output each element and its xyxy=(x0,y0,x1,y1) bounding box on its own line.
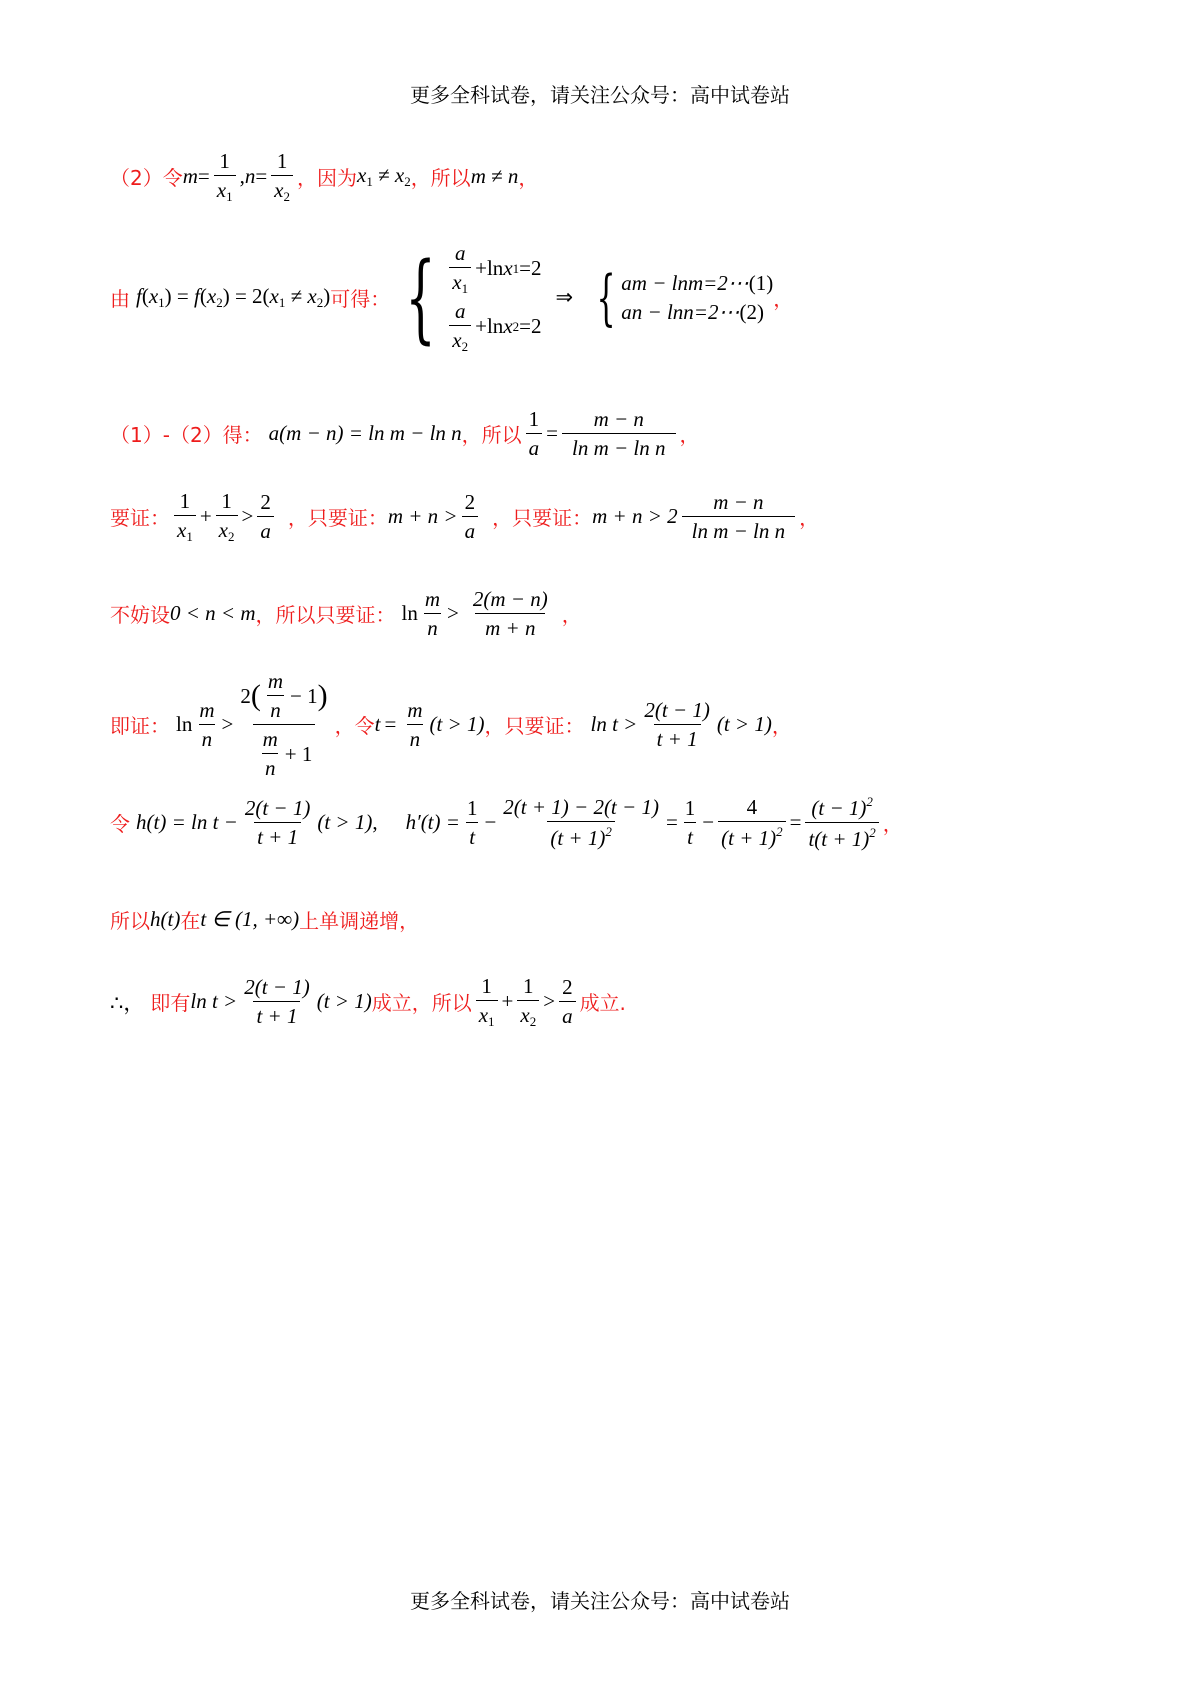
var: x xyxy=(307,284,317,309)
op: ln xyxy=(176,712,193,737)
solution-line-8 xyxy=(110,905,419,934)
sub: 1 xyxy=(461,281,469,297)
denominator: t(t + 1) xyxy=(808,827,870,852)
fraction xyxy=(500,796,662,849)
tag: 1 xyxy=(755,270,767,295)
denominator: t xyxy=(684,822,696,848)
label: 在 xyxy=(180,909,201,933)
denominator: (t + 1) xyxy=(721,826,777,851)
var: x xyxy=(177,518,187,543)
op: = xyxy=(665,810,678,835)
numerator: a xyxy=(454,241,466,265)
solution-line-2: 由 $f(x_1) = f(x_2) = 2(x_1 \ne x_2)$ 可得： { $\frac{a}{x_1}$ +ln x 1 =2 $\frac{a}{x_2}$ +ln x 2 =2 ⇒ { am − lnm=2⋯ ( 1 ) an − lnn=2⋯ ( 2 ) ， xyxy=(110,241,794,354)
var: x xyxy=(503,256,513,281)
numerator: 4 xyxy=(746,795,758,819)
label: 不妨设 xyxy=(110,603,170,628)
numerator: 1 xyxy=(221,489,232,513)
var: n xyxy=(507,164,519,189)
var: f xyxy=(136,284,142,309)
numerator: 2(t − 1) xyxy=(244,975,310,1000)
var: m xyxy=(182,164,198,189)
condition: (t > 1) xyxy=(716,712,772,737)
op: ≠ xyxy=(290,284,303,309)
label: ，所以 xyxy=(410,166,471,191)
denominator: t + 1 xyxy=(254,822,301,848)
label: 所以 xyxy=(110,909,150,933)
numerator: 1 xyxy=(219,149,230,173)
var: x xyxy=(478,1003,489,1028)
var: x xyxy=(452,327,462,352)
label: （1）-（2）得： xyxy=(110,423,263,448)
denominator: t + 1 xyxy=(654,724,701,750)
sub: 2 xyxy=(404,174,411,190)
expr: h(t) = ln t − xyxy=(136,810,238,835)
tag: 2 xyxy=(746,299,757,324)
fraction xyxy=(257,491,274,542)
op: = xyxy=(384,712,397,737)
sub: 2 xyxy=(512,318,520,334)
label: ，只要证： xyxy=(484,714,585,739)
sub: 1 xyxy=(226,189,233,205)
sub: 1 xyxy=(488,1014,495,1030)
fraction xyxy=(449,242,471,296)
solution-line-9 xyxy=(110,975,626,1029)
var: x xyxy=(148,284,159,309)
fraction xyxy=(214,150,236,204)
numerator: 1 xyxy=(523,974,534,998)
denominator: a xyxy=(257,516,274,542)
page-footer: 更多全科试卷，请关注公众号：高中试卷站 xyxy=(410,1589,790,1613)
op: + xyxy=(199,504,212,529)
sub: 1 xyxy=(278,295,286,311)
fraction xyxy=(559,976,576,1027)
denominator: t + 1 xyxy=(253,1001,300,1027)
var: x xyxy=(394,163,405,188)
fraction xyxy=(464,797,481,848)
op: − 1 xyxy=(290,683,318,708)
fraction xyxy=(422,588,443,639)
fraction xyxy=(174,490,196,544)
therefore-symbol: ∴， xyxy=(110,990,145,1015)
denominator: n xyxy=(262,753,279,779)
label: ， xyxy=(773,287,794,312)
numerator: 1 xyxy=(179,489,191,513)
var: x xyxy=(206,284,217,309)
fraction xyxy=(562,408,676,459)
label: ，所以 xyxy=(461,423,522,448)
exponent: 2 xyxy=(866,794,873,809)
numerator: m xyxy=(267,669,284,693)
op: , xyxy=(239,164,245,189)
sub: 2 xyxy=(216,295,223,311)
numerator: 2 xyxy=(562,975,573,1000)
denominator: a xyxy=(559,1001,576,1027)
numerator: 1 xyxy=(481,974,492,998)
fraction xyxy=(265,670,286,721)
equation-system xyxy=(445,240,541,355)
fraction xyxy=(271,150,293,204)
op: ≠ xyxy=(378,163,390,188)
op: + 1 xyxy=(284,741,313,766)
solution-line-1 xyxy=(110,150,538,204)
expr: m + n > xyxy=(387,504,458,529)
label: 成立，所以 xyxy=(371,991,472,1016)
var: f xyxy=(194,284,200,309)
op: = xyxy=(176,284,189,309)
var: x xyxy=(218,518,228,543)
label: ， xyxy=(799,506,820,531)
fraction xyxy=(196,699,217,750)
label: 即证： xyxy=(110,714,170,739)
denominator: a xyxy=(526,433,543,459)
label: ，因为 xyxy=(297,166,357,191)
numerator: 1 xyxy=(466,796,478,820)
numerator: 1 xyxy=(684,796,696,820)
denominator: n xyxy=(267,695,284,721)
numerator: m xyxy=(424,587,441,611)
sub: 2 xyxy=(461,338,469,354)
denominator: a xyxy=(462,516,479,542)
var: t xyxy=(374,712,381,737)
denominator: t xyxy=(466,822,478,848)
solution-line-4 xyxy=(110,490,819,544)
label: 由 xyxy=(110,287,130,312)
op: = xyxy=(546,421,559,446)
denominator: m + n xyxy=(475,613,545,639)
denominator: n xyxy=(407,724,424,750)
op: +ln xyxy=(475,256,504,281)
var: x xyxy=(269,284,279,309)
numerator: 2(m − n) xyxy=(472,587,548,611)
var: n xyxy=(244,164,256,189)
op: = xyxy=(234,284,247,309)
var: x xyxy=(503,314,513,339)
var: m xyxy=(470,164,486,189)
fraction xyxy=(216,490,238,544)
fraction xyxy=(526,408,543,459)
numerator: 2 xyxy=(260,490,271,515)
sub: 2 xyxy=(283,189,290,205)
fraction xyxy=(805,795,878,850)
condition: (t > 1) xyxy=(317,810,373,835)
label: ， xyxy=(679,423,700,448)
denominator: ln m − ln n xyxy=(562,433,676,459)
expr: ln t > xyxy=(590,712,638,737)
label: 成立. xyxy=(579,991,626,1016)
label: 即有 xyxy=(150,991,191,1016)
label: ，所以只要证： xyxy=(255,603,396,628)
numerator: m − n xyxy=(713,490,764,515)
op: = xyxy=(197,164,210,189)
fraction xyxy=(641,699,713,750)
op: − xyxy=(484,810,497,835)
sub: 1 xyxy=(512,260,520,276)
equation-system: am − lnm=2⋯ ( 1 ) an − lnn=2⋯ ( 2 ) xyxy=(621,270,774,324)
op: +ln xyxy=(475,314,504,339)
op: ≠ xyxy=(491,164,503,189)
denominator: (t + 1) xyxy=(550,826,606,851)
expr: ln t > xyxy=(190,989,238,1014)
solution-line-6 xyxy=(110,670,792,779)
sub: 2 xyxy=(529,1014,537,1030)
numerator: 2 xyxy=(464,490,476,515)
label: 令 xyxy=(110,812,130,837)
label: ，令 xyxy=(334,714,375,739)
fraction xyxy=(476,975,498,1029)
fraction xyxy=(463,588,558,639)
sub: 2 xyxy=(228,529,235,545)
var: x xyxy=(274,178,284,203)
fraction xyxy=(462,491,479,542)
label: ， xyxy=(882,812,903,837)
num: 2 xyxy=(252,284,263,309)
label: 要证： xyxy=(110,506,170,531)
equation: an − lnn=2⋯ xyxy=(621,299,740,324)
condition: (t > 1) xyxy=(429,712,485,737)
op: =2 xyxy=(519,256,542,281)
numerator: m xyxy=(199,698,215,723)
condition: (t > 1) xyxy=(316,989,372,1014)
label: ， xyxy=(518,166,539,191)
numerator: m xyxy=(407,698,423,723)
compound-fraction: 2 ( $\frac{m}{n}$ − 1 ) $\frac{m}{n}$ + 1 xyxy=(240,669,328,781)
label: 上单调递增， xyxy=(299,909,420,933)
op: − xyxy=(702,810,715,835)
fraction xyxy=(718,796,786,849)
sub: 2 xyxy=(316,295,324,311)
numerator: 2(t + 1) − 2(t − 1) xyxy=(503,795,659,819)
left-brace: { xyxy=(596,262,616,333)
solution-line-3 xyxy=(110,408,700,459)
label: （2）令 xyxy=(110,166,183,191)
expr: h(t) xyxy=(150,907,181,931)
fraction xyxy=(682,491,796,542)
op: ln xyxy=(401,601,418,626)
exponent: 2 xyxy=(869,825,876,841)
op: + xyxy=(501,989,514,1014)
numerator: 1 xyxy=(528,407,540,431)
var: x xyxy=(216,178,227,203)
denominator: n xyxy=(199,724,216,750)
fraction xyxy=(682,797,699,848)
op: > xyxy=(221,712,234,737)
var: x xyxy=(452,270,462,295)
op: > xyxy=(241,504,254,529)
denominator: n xyxy=(424,613,441,639)
op: = xyxy=(255,164,268,189)
label: ， xyxy=(561,603,582,628)
expr: t ∈ (1, +∞) xyxy=(200,907,300,931)
fraction xyxy=(449,300,471,354)
exponent: 2 xyxy=(605,824,612,840)
label: ， xyxy=(771,714,792,739)
var: x xyxy=(357,163,367,188)
label: 可得： xyxy=(330,287,391,312)
fraction xyxy=(242,797,314,848)
op: =2 xyxy=(519,314,542,339)
numerator: m xyxy=(262,727,278,752)
op: = xyxy=(789,810,802,835)
op: > xyxy=(447,601,459,626)
fraction xyxy=(517,975,539,1029)
numerator: 1 xyxy=(276,149,288,173)
fraction xyxy=(404,699,425,750)
exponent: 2 xyxy=(776,824,783,840)
equation: a(m − n) = ln m − ln n xyxy=(268,421,462,446)
expr: m + n > 2 xyxy=(592,504,678,529)
var: x xyxy=(520,1003,530,1028)
numerator: 2(t − 1) xyxy=(244,796,311,820)
numerator: 2(t − 1) xyxy=(644,698,710,723)
label: ，只要证： xyxy=(287,506,388,531)
solution-line-5 xyxy=(110,588,582,639)
expr: h′(t) = xyxy=(405,810,460,835)
fraction xyxy=(260,728,281,779)
label: ，只要证： xyxy=(492,506,593,531)
sub: 1 xyxy=(186,529,193,545)
denominator: ln m − ln n xyxy=(682,516,796,542)
numerator: (t − 1) xyxy=(811,796,867,820)
left-brace: { xyxy=(405,241,437,354)
numerator: a xyxy=(454,298,466,323)
coef: 2 xyxy=(240,683,251,708)
page-header: 更多全科试卷，请关注公众号：高中试卷站 xyxy=(410,83,790,107)
fraction xyxy=(241,976,313,1027)
sub: 1 xyxy=(158,295,165,311)
solution-line-7: 令 h(t) = ln t − $\frac{2(t - 1)}{t + 1}$ (t > 1) , h′(t) = $\frac{1}{t}$ − $\frac{2(t + 1) - 2(t - 1)}{(t + 1)^2}$ = $\frac{1}{t}$ − $\frac{4}{(t + 1)^2}$ = $\frac{(t - 1)^2}{t(t + 1)^2}$ ， xyxy=(110,794,903,852)
equation: am − lnm=2⋯ xyxy=(621,270,749,295)
implies-arrow: ⇒ xyxy=(555,285,574,310)
expr: 0 < n < m xyxy=(170,601,256,626)
op: > xyxy=(543,989,556,1014)
sub: 1 xyxy=(366,174,373,190)
numerator: m − n xyxy=(593,407,644,431)
